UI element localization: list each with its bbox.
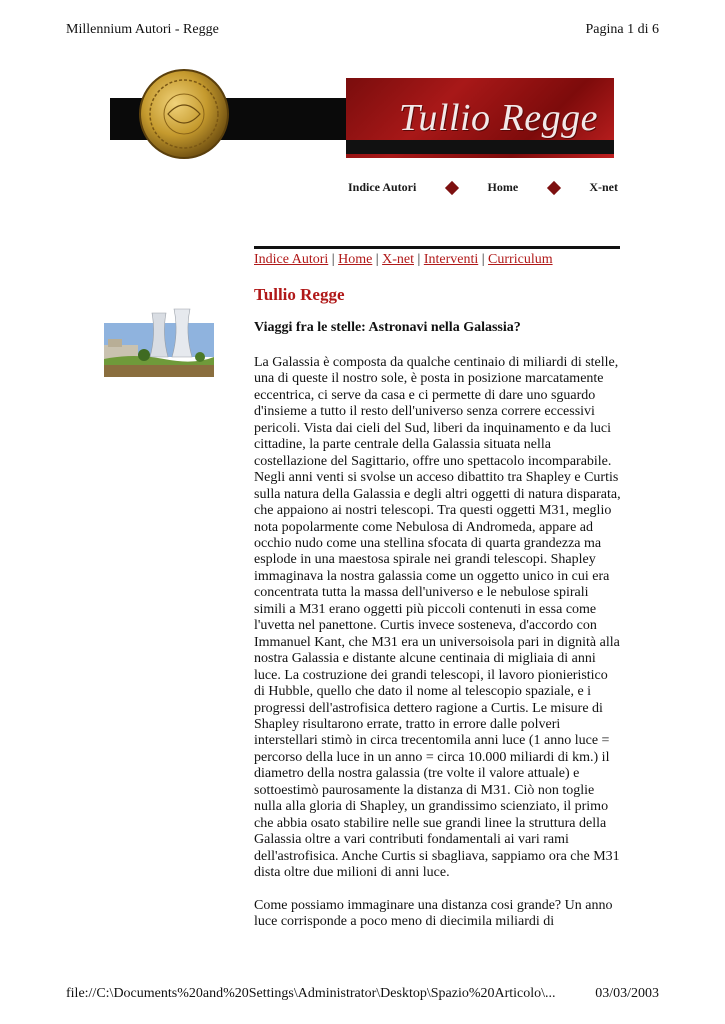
nav-link-indice-autori[interactable]: Indice Autori bbox=[254, 252, 329, 267]
article-body bbox=[254, 355, 622, 946]
paragraph: La Galassia è composta da qualche centinaio di miliardi di stelle, una di queste il nostro sole, è posta in posizione marcatamente eccentrica, ci serve da casa e ci permette di dare uno sguardo d'insieme a tutto il resto dell'universo senza correre eccessivi pericoli. Vista dai cieli del Sud, liberi da inquinamento e da luci cittadine, la parte centrale della Galassia situata nella costellazione del Sagittario, offre uno spettacolo incomparabile. Negli anni venti si svolse un acceso dibattito tra Shapley e Curtis sulla natura della Galassia e degli altri oggetti di natura disparata, che appaiono ai nostri telescopi. Tra questi oggetti M31, meglio nota popolarmente come Nebulosa di Andromeda, appare ad occhio nudo come una stellina sfocata di quarta grandezza ma esplode in una maestosa spirale nei grandi telescopi. Shapley immaginava la nostra galassia come un oggetto unico in cui era concentrata tutta la massa dell'universo e le nebulose spirali simili a M31 erano oggetti più piccoli contenuti in essa come l'uvetta nel panettone. Curtis invece sosteneva, d'accordo con Immanuel Kant, che M31 era un universoisola pari in dignità alla nostra Galassia e distante alcune centinaia di migliaia di anni luce. La costruzione dei grandi telescopi, il lavoro pionieristico di Hubble, quello che dato il nome al telescopio spaziale, e i progressi dell'astrofisica dettero ragione a Curtis. Le misure di Shapley risultarono errate, tratto in errore dalle polveri interstellari stimò in circa trecentomila anni luce (1 anno luce = percorso della luce in un anno = circa 10.000 miliardi di km.) il diametro della nostra galassia (tre volte il valore attuale) e sottoestimò paurosamente la distanza di M31. Ciò non toglie nulla alla gloria di Shapley, un grandissimo scienziato, il primo che abbia osato stabilire nelle sue grandi linee la struttura della Galassia oltre a vari contributi fondamentali ai vari rami dell'astrofisica. Anche Curtis si sbagliava, sappiamo ora che M31 dista oltre due milioni di anni luce. bbox=[254, 355, 621, 881]
banner-title: Tullio Regge bbox=[398, 97, 598, 139]
text-nav bbox=[254, 252, 553, 268]
nav-link-curriculum[interactable]: Curriculum bbox=[488, 252, 553, 267]
cooling-towers-photo bbox=[104, 305, 214, 377]
nav-separator: | bbox=[375, 252, 379, 267]
print-footer-path: file://C:\Documents%20and%20Settings\Administrator\Desktop\Spazio%20Articolo\... bbox=[66, 986, 556, 1001]
diamond-bullet-icon bbox=[547, 180, 561, 194]
nav-link-interventi[interactable]: Interventi bbox=[423, 252, 479, 267]
image-nav-indice-autori[interactable]: Indice Autori bbox=[348, 180, 417, 194]
image-nav-home[interactable]: Home bbox=[487, 180, 519, 194]
gold-coin-icon bbox=[138, 68, 230, 160]
print-footer bbox=[66, 986, 659, 1002]
print-header bbox=[66, 22, 659, 38]
banner-black-strip bbox=[346, 140, 614, 154]
paragraph: Come possiamo immaginare una distanza cosi grande? Un anno luce corrisponde a poco meno di diecimila miliardi di bbox=[254, 897, 613, 929]
image-nav bbox=[348, 180, 618, 195]
nav-separator: | bbox=[331, 252, 335, 267]
print-header-page: Pagina 1 di 6 bbox=[585, 22, 659, 37]
author-title: Tullio Regge bbox=[254, 285, 345, 304]
article-title: Viaggi fra le stelle: Astronavi nella Galassia? bbox=[254, 320, 521, 335]
print-header-title: Millennium Autori - Regge bbox=[66, 22, 219, 37]
nav-link-home[interactable]: Home bbox=[338, 252, 373, 267]
nav-separator: | bbox=[417, 252, 421, 267]
image-nav-x-net[interactable]: X-net bbox=[589, 180, 618, 194]
nav-link-x-net[interactable]: X-net bbox=[382, 252, 414, 267]
diamond-bullet-icon bbox=[445, 180, 459, 194]
print-footer-date: 03/03/2003 bbox=[595, 986, 659, 1001]
nav-separator: | bbox=[481, 252, 485, 267]
divider-rule bbox=[254, 246, 620, 249]
